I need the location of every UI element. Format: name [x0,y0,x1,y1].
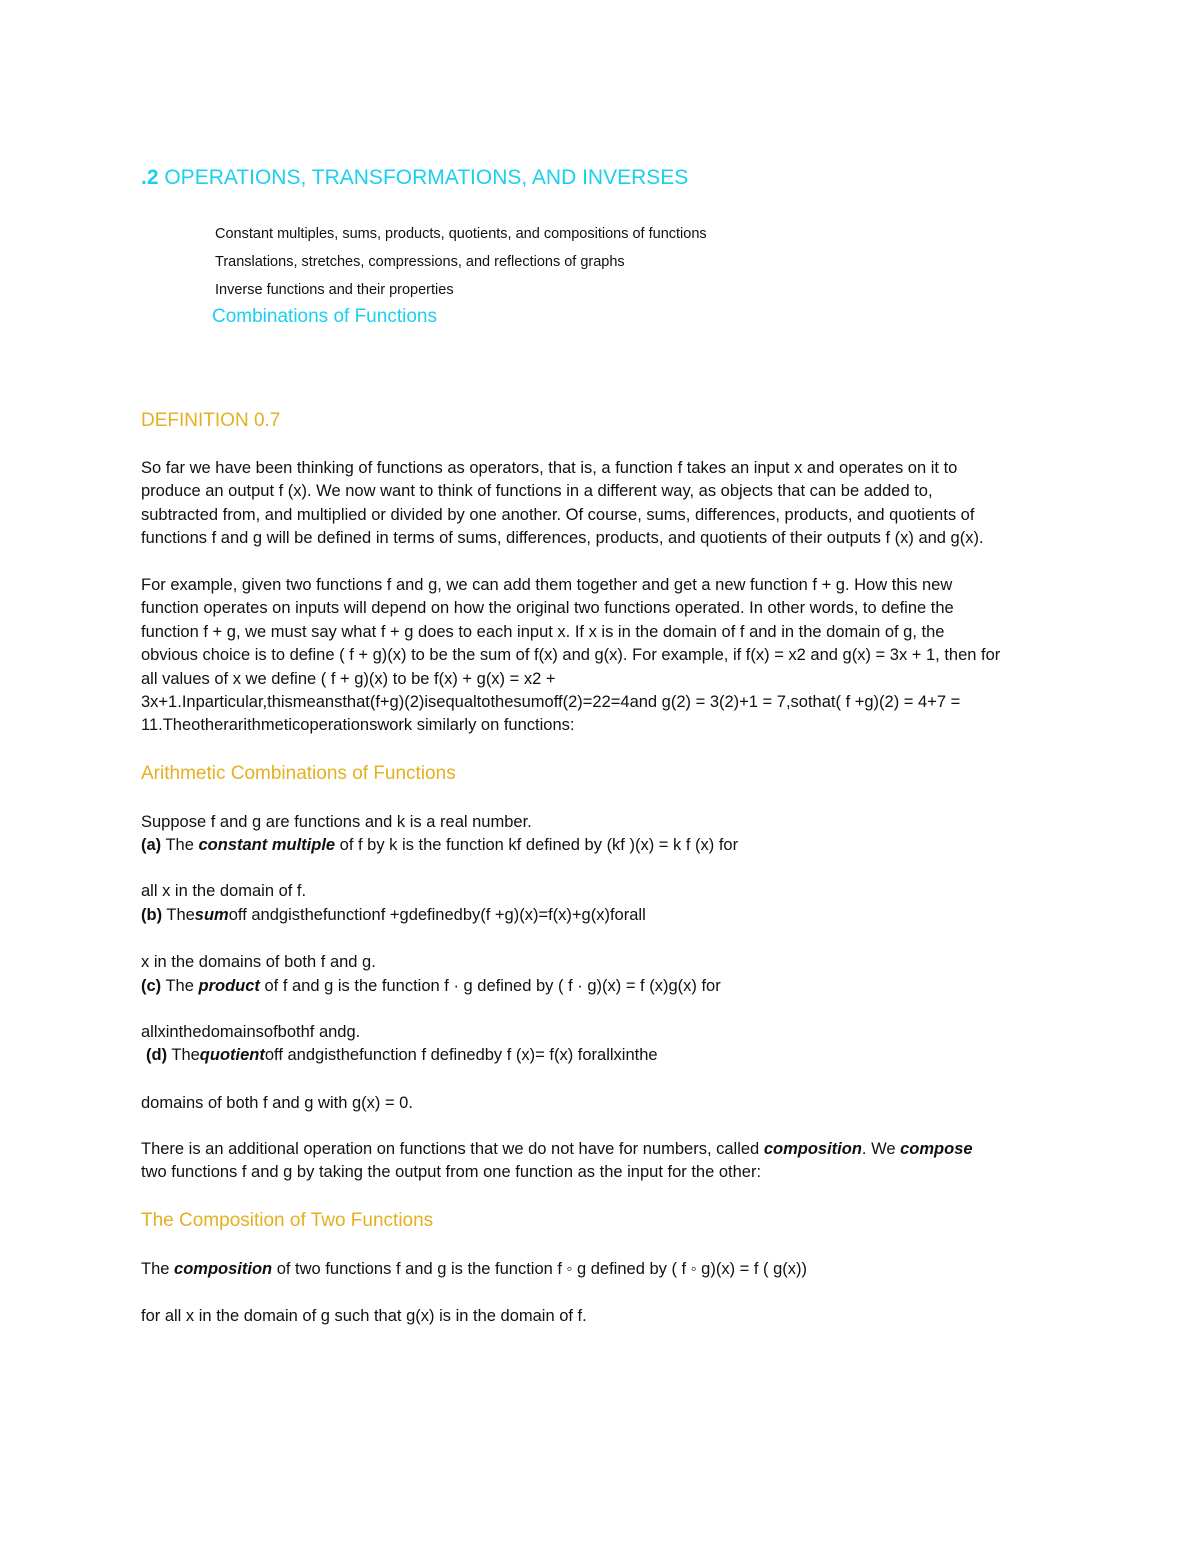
item-text: of f and g is the function f · g defined by ( f · g)(x) = f (x)g(x) for [259,977,721,995]
item-text: The [162,906,195,924]
term: composition [174,1260,273,1278]
section-number: .2 [141,166,159,189]
paragraph-line: produce an output f (x). We now want to think of functions in a different way, as objects that can be added to, [141,482,933,501]
item-label: (d) [146,1046,168,1064]
term: compose [900,1140,973,1158]
combinations-heading: Combinations of Functions [212,306,437,327]
item-text: The [161,836,199,854]
paragraph-text: The [141,1260,175,1278]
paragraph-line: two functions f and g by taking the output from one function as the input for the other: [141,1163,762,1182]
item-text: of f by k is the function kf defined by (kf )(x) = k f (x) for [335,836,739,854]
paragraph-text: . We [861,1140,901,1158]
item-a [141,834,738,857]
paragraph-text: of two functions f and g is the function f ◦ g defined by ( f ◦ g)(x) = f ( g(x)) [272,1260,808,1278]
item-c-continued: allxinthedomainsofbothf andg. [141,1023,361,1041]
paragraph-line: subtracted from, and multiplied or divided by one another. Of course, sums, differences, products, and quotients of [141,505,975,524]
item-text: The [161,977,199,995]
toc-item: Constant multiples, sums, products, quotients, and compositions of functions [215,226,707,242]
paragraph-line: 11.Theotherarithmeticoperationswork similarly on functions: [141,716,575,735]
term: constant multiple [198,836,336,854]
paragraph-composition [141,1138,973,1185]
paragraph-example [141,574,1000,738]
item-a-continued: all x in the domain of f. [141,882,307,900]
item-label: (b) [141,906,163,924]
item-text: The [167,1046,200,1064]
composition-definition [141,1258,807,1281]
term: composition [763,1140,862,1158]
paragraph-text: There is an additional operation on functions that we do not have for numbers, called [141,1140,764,1158]
item-d [146,1044,658,1067]
term: quotient [199,1046,265,1064]
paragraph-line: function operates on inputs will depend on how the original two functions operated. In other words, to define the [141,599,954,618]
paragraph-line: For example, given two functions f and g, we can add them together and get a new function f + g. How this new [141,576,953,594]
composition-heading: The Composition of Two Functions [141,1210,434,1231]
item-label: (c) [141,977,162,995]
item-b [141,904,646,927]
item-b-continued: x in the domains of both f and g. [141,953,376,971]
item-text: off andgisthefunction f definedby f (x)= f(x) forallxinthe [264,1046,658,1064]
section-title [141,166,688,190]
paragraph-line: functions f and g will be defined in terms of sums, differences, products, and quotients of their outputs f (x) and g(x). [141,529,984,548]
arithmetic-heading: Arithmetic Combinations of Functions [141,763,456,784]
term: sum [194,906,229,924]
paragraph-line: So far we have been thinking of functions as operators, that is, a function f takes an input x and operates on it to [141,459,958,477]
toc-item: Translations, stretches, compressions, and reflections of graphs [215,254,625,270]
section-title-text: OPERATIONS, TRANSFORMATIONS, AND INVERSES [158,166,689,189]
arith-intro: Suppose f and g are functions and k is a real number. [141,813,532,831]
item-d-continued: domains of both f and g with g(x) = 0. [141,1094,413,1112]
composition-domain: for all x in the domain of g such that g(x) is in the domain of f. [141,1307,587,1325]
paragraph-line: obvious choice is to define ( f + g)(x) to be the sum of f(x) and g(x). For example, if f(x) = x2 and g(x) = 3x + 1, then for [141,646,1001,665]
item-text: off andgisthefunctionf +gdefinedby(f +g)(x)=f(x)+g(x)forall [228,906,646,924]
definition-heading: DEFINITION 0.7 [141,410,281,431]
paragraph-operators [141,457,984,551]
item-c [141,975,721,998]
toc-item: Inverse functions and their properties [215,282,454,298]
paragraph-line: function f + g, we must say what f + g does to each input x. If x is in the domain of f and in the domain of g, the [141,622,945,641]
term: product [198,977,260,995]
paragraph-line [141,1138,973,1161]
paragraph-line: all values of x we define ( f + g)(x) to be f(x) + g(x) = x2 + [141,669,556,688]
item-label: (a) [141,836,162,854]
paragraph-line: 3x+1.Inparticular,thismeansthat(f+g)(2)isequaltothesumoff(2)=22=4and g(2) = 3(2)+1 = 7,sothat( f +g)(2) = 4+7 = [141,693,961,712]
